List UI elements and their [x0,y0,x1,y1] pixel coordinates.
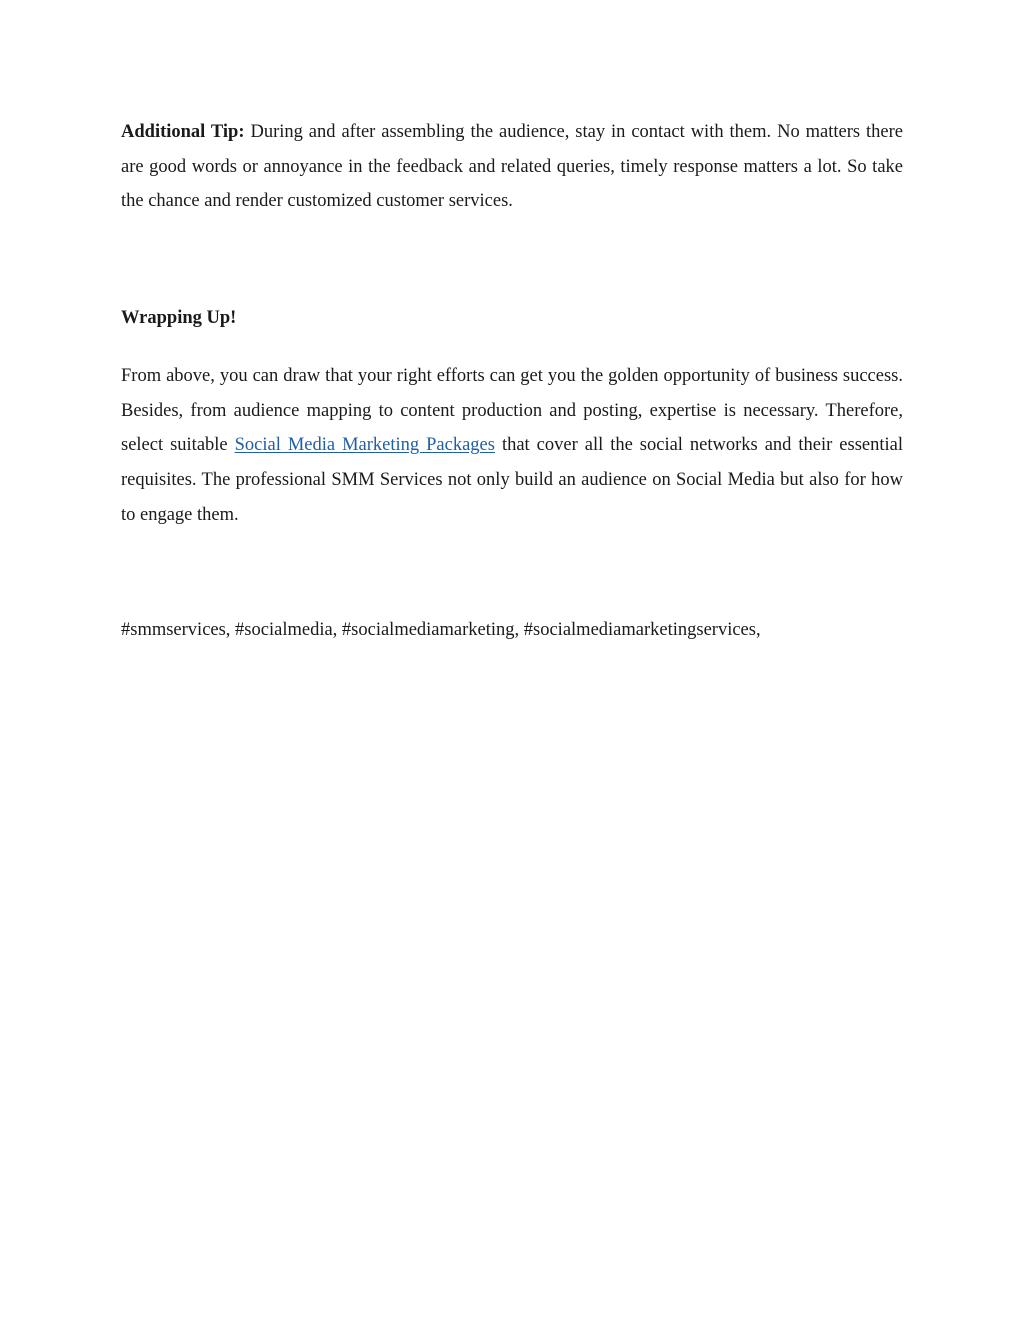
social-media-marketing-packages-link[interactable]: Social Media Marketing Packages [234,435,495,456]
conclusion-text-after-link: that cover all the social networks and their essential requisites. The professional SMM Services not only build an audience on Social Media but also for how to engage them. [121,435,903,525]
hashtags-line: #smmservices, #socialmedia, #socialmediamarketing, #socialmediamarketingservices, [121,620,761,640]
conclusion-text-before-link: From above, you can draw that your right efforts can get you the golden opportunity of business success. Besides, from audience mapping to content production and posting, expertise is necessary. Therefore, select suitable [121,366,903,456]
additional-tip-label: Additional Tip: [121,122,245,142]
conclusion-paragraph [121,359,903,533]
additional-tip-paragraph [121,115,903,219]
wrapping-up-heading: Wrapping Up! [121,308,237,328]
additional-tip-text: During and after assembling the audience, stay in contact with them. No matters there are good words or annoyance in the feedback and related queries, timely response matters a lot. So take the chance and render customized customer services. [121,122,903,212]
